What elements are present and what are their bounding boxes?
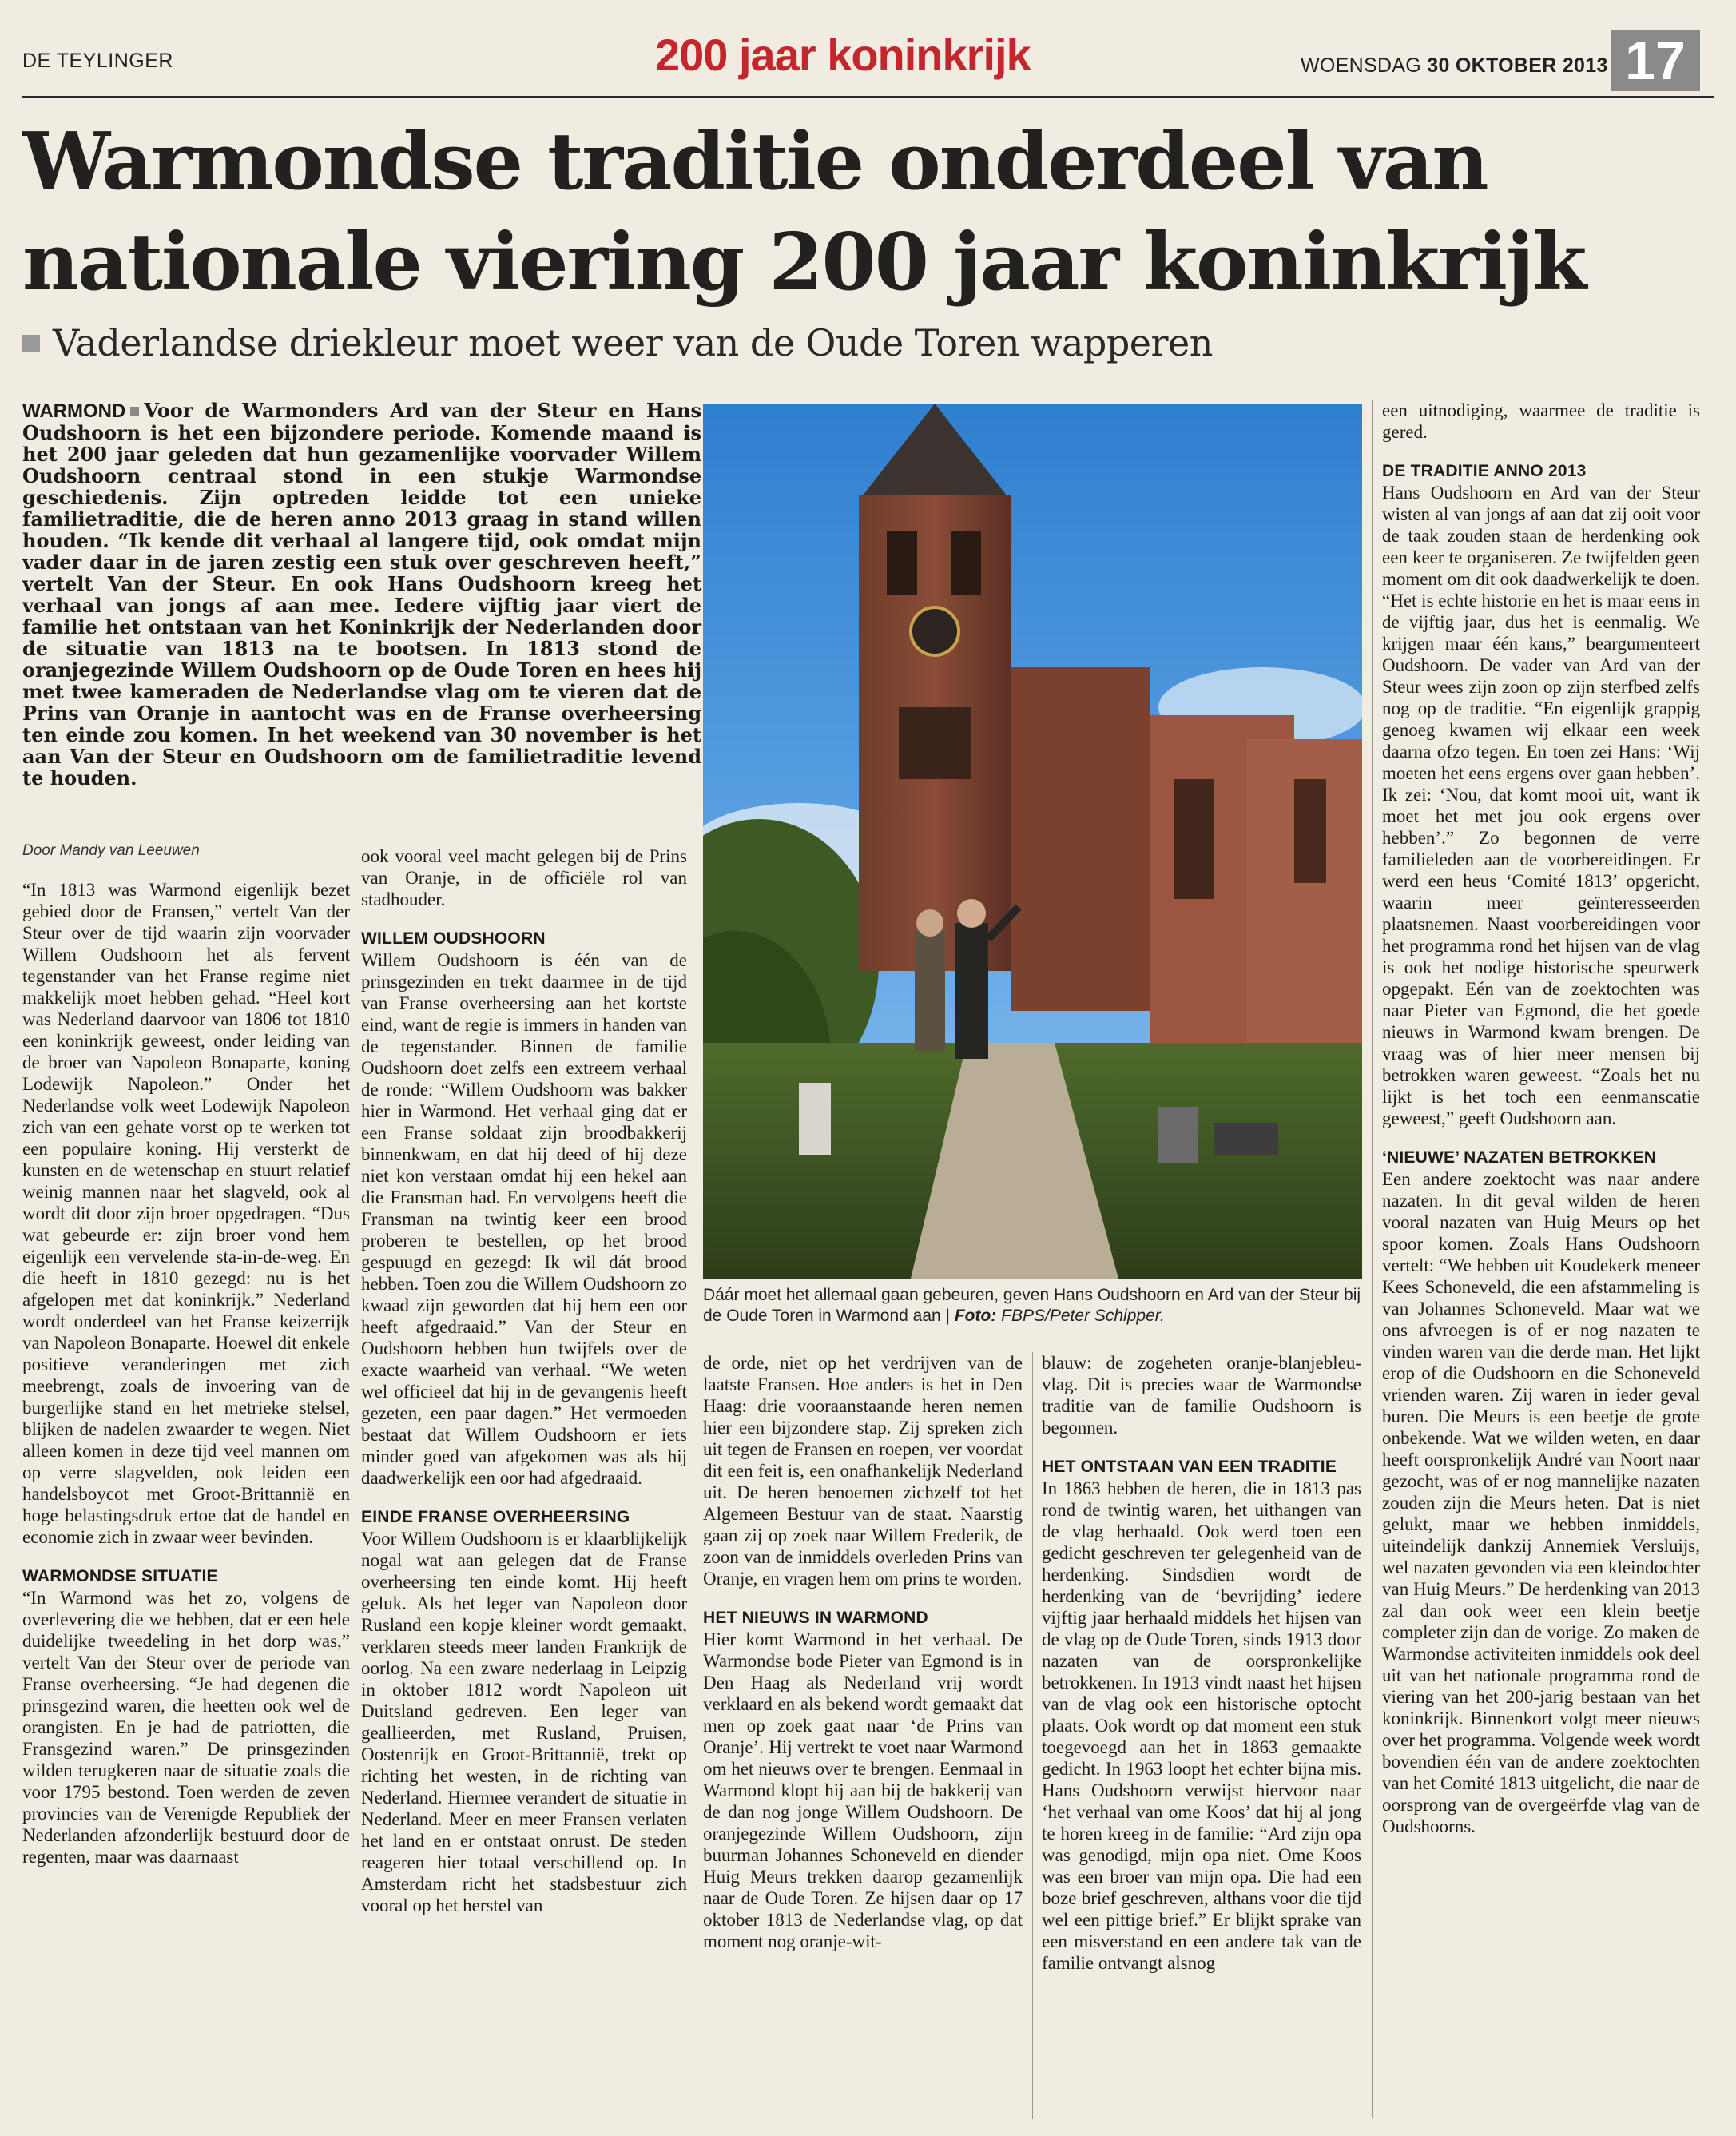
header-rule: [22, 96, 1714, 98]
subheadline: [22, 321, 1213, 364]
paragraph: In 1863 hebben de heren, die in 1813 pas rond de twintig waren, het uithangen van de vlag herhaald. Ook werd toen een gedicht geschreven ter gelegenheid van de herdenking. Sindsdien wordt de herdenking van de ‘bevrijding’ iedere vijftig jaar herhaald middels het hijsen van de vlag op de Oude Toren, sinds 1913 door nazaten van de oorspronkelijke betrokkenen. In 1913 vindt naast het hijsen van de vlag ook een historische optocht plaats. Ook wordt op dat moment een stuk toegevoegd aan het in 1863 gemaakte gedicht. In 1963 loopt het echter bijna mis. Hans Oudshoorn verwijst hiervoor naar ‘het verhaal van ome Koos’ dat hij al jong te horen kreeg in de familie: “Ard zijn opa was genodigd, mijn opa niet. Ome Koos was een broer van mijn opa. Die had een boze brief geschreven, althans voor die tijd wel een pittige brief.” Er blijkt sprake van een misverstand en een andere tak van de familie ontvangt alsnog: [1042, 1478, 1361, 1973]
photo-caption: [703, 1285, 1362, 1327]
intro-text: Voor de Warmonders Ard van der Steur en Hans Oudshoorn is het een bijzondere periode. Komende maand is het 200 jaar geleden dat hun gezamenlijke voorvader Willem Oudshoorn centraal stond in een stukje Warmondse geschiedenis. Zijn optreden leidde tot een unieke familietraditie, die de heren anno 2013 graag in stand willen houden. “Ik kende dit verhaal al langere tijd, ook omdat mijn vader daar in de jaren zestig een stuk over geschreven heeft,” vertelt Van der Steur. En ook Hans Oudshoorn kreeg het verhaal van jongs af aan mee. Iedere vijftig jaar viert de familie het ontstaan van het Koninkrijk der Nederlanden door de situatie van 1813 na te bootsen. In 1813 stond de oranjegezinde Willem Oudshoorn op de Oude Toren en hees hij met twee kameraden de Nederlandse vlag om te vieren dat de Prins van Oranje in aantocht was en de Franse overheersing ten einde zou komen. In het weekend van 30 november is het aan Van der Steur en Oudshoorn om de familietraditie levend te houden.: [22, 399, 701, 790]
headline-line-2: nationale viering 200 jaar koninkrijk: [22, 217, 1586, 308]
section-heading: DE TRADITIE ANNO 2013: [1382, 462, 1587, 480]
article-column-5: [1382, 400, 1700, 1837]
bullet-square-icon: [22, 335, 40, 352]
paragraph: Voor Willem Oudshoorn is er klaarblijkelijk nogal wat aan gelegen dat de Franse overheersing ten einde komt. Hij heeft geluk. Als het leger van Napoleon door Rusland een kopje kleiner wordt gemaakt, verklaren steeds meer landen Frankrijk de oorlog. Na een zware nederlaag in Leipzig in oktober 1812 wordt Napoleon uit Duitsland gedreven. Een leger van geallieerden, met Rusland, Pruisen, Oostenrijk en Groot-Brittannië, trekt op richting het westen, in de richting van Nederland. Hiermee verandert de situatie in Nederland. Meer en meer Fransen verlaten het land en er ontstaat onrust. De steden reageren hier totaal verschillend op. In Amsterdam richt het stadsbestuur zich vooral op het herstel van: [361, 1529, 687, 1915]
dateline-square-icon: [130, 407, 139, 416]
paragraph: Een andere zoektocht was naar andere nazaten. In dit geval wilden de heren vooral nazaten van Huig Meurs op het spoor komen. Zoals Hans Oudshoorn vertelt: “We hebben uit Koudekerk meneer Kees Schoneveld, die een afstammeling is van Johannes Schoneveld. Maar wat we ons afvroegen is of er nog nazaten te vinden waren van die derde man. Het lijkt erop of die Oudshoorn en die Schoneveld vrienden waren. Zij waren in ieder geval buren. Die Meurs is een beetje de grote onbekende. Wat we wilden weten, en daar heeft oorspronkelijk André van Noort naar gezocht, was of er nog mannelijke nazaten zouden zijn die Meurs heten. Dat is niet gelukt, maar we hebben inmiddels, uiteindelijk dankzij Annemiek Versluijs, wel nazaten gevonden via een kleindochter van Huig Meurs.” De herdenking van 2013 zal dan ook weer een klein beetje completer zijn dan de vorige. Zo maken de Warmondse activiteiten inmiddels ook deel uit van het nationale programma rond de viering van het 200-jarig bestaan van het koninkrijk. Binnenkort volgt meer nieuws over het programma. Volgende week wordt bovendien één van de andere zoektochten van het Comité 1813 uitgelicht, die naar de oorsprong van de overgeërfde vlag van de Oudshoorns.: [1382, 1169, 1700, 1836]
photo-credit: [955, 1307, 1165, 1325]
credit-label: Foto:: [954, 1307, 997, 1325]
article-column-3: [703, 1352, 1023, 1952]
section-heading: EINDE FRANSE OVERHEERSING: [361, 1508, 630, 1526]
paragraph: een uitnodiging, waarmee de traditie is gered.: [1382, 400, 1700, 442]
section-title: 200 jaar koninkrijk: [655, 30, 1031, 80]
paragraph: de orde, niet op het verdrijven van de laatste Fransen. Hoe anders is het in Den Haag: drie vooraanstaande heren nemen hier een bijzondere stap. Zij spreken zich uit tegen de Fransen en roepen, ver voordat dit een feit is, een onafhankelijk Nederland uit. De heren benoemen zichzelf tot het Algemeen Bestuur van de staat. Naarstig gaan zij op zoek naar Willem Frederik, de zoon van de inmiddels overleden Prins van Oranje, en vragen hem om prins te worden.: [703, 1353, 1023, 1589]
caption-text: Dáár moet het allemaal gaan gebeuren, geven Hans Oudshoorn en Ard van der Steur bij de Oude Toren in Warmond aan |: [703, 1286, 1361, 1325]
article-column-1: [22, 879, 350, 1868]
paragraph: ook vooral veel macht gelegen bij de Prins van Oranje, in de officiële rol van stadhouder.: [361, 846, 687, 909]
headline: [22, 112, 1700, 313]
credit-name: FBPS/Peter Schipper.: [1001, 1307, 1165, 1325]
issue-date-main: 30 OKTOBER 2013: [1427, 54, 1608, 77]
section-heading: HET ONTSTAAN VAN EEN TRADITIE: [1042, 1458, 1337, 1476]
article-column-2: [361, 845, 687, 1916]
section-heading: WARMONDSE SITUATIE: [22, 1567, 218, 1585]
subheadline-text: Vaderlandse driekleur moet weer van de Oude Toren wapperen: [53, 321, 1213, 364]
paragraph: Hans Oudshoorn en Ard van der Steur wisten al van jongs af aan dat zij ooit voor de taak zouden staan de herdenking ook een keer te organiseren. Ze twijfelden geen moment om dit ook daadwerkelijk te doen. “Het is echte historie en het is maar eens in de vijftig jaar, dus het is eenmalig. We krijgen maar één kans,” beargumenteert Oudshoorn. De vader van Ard van der Steur wees zijn zoon op zijn sterfbed zelfs nog op de traditie. “En eigenlijk grappig genoeg kwamen wij elkaar een week daarna ofzo tegen. En toen zei Hans: ‘Wij moeten het eens ergens over gaan hebben’. Ik zei: ‘Nou, dat komt mooi uit, want ik moet het met jou ook ergens over hebben’.” Zo begonnen de verre familieleden aan de voorbereidingen. Er werd een heus ‘Comité 1813’ opgericht, waarin meer geïnteresseerden plaatsnemen. Naast voorbereidingen voor het programma rond het hijsen van de vlag is ook het nodige historische speurwerk opgepakt. Eén van de zoektochten was naar Pieter van Egmond, die het goede nieuws in Warmond kwam brengen. De vraag was of hier meer mensen bij betrokken waren geweest. “Zoals het nu lijkt is het toch een eenmanscatie geweest,” geeft Oudshoorn aan.: [1382, 483, 1700, 1128]
article-column-4: [1042, 1352, 1361, 1974]
paragraph: blauw: de zogeheten oranje-blanjebleu-vlag. Dit is precies waar de Warmondse traditie van de familie Oudshoorn is begonnen.: [1042, 1353, 1361, 1438]
church-tower-photo: [703, 404, 1362, 1279]
headline-line-1: Warmondse traditie onderdeel van: [22, 116, 1488, 208]
paragraph: “In 1813 was Warmond eigenlijk bezet gebied door de Fransen,” vertelt Van der Steur over de tijd waarin zijn voorvader Willem Oudshoorn het als fervent tegenstander van het Franse regime niet makkelijk moet hebben gehad. “Heel kort was Nederland daarvoor van 1806 tot 1810 een koninkrijk geweest, onder leiding van de broer van Napoleon Bonaparte, koning Lodewijk Napoleon.” Onder het Nederlandse volk weet Lodewijk Napoleon zich van een gehate vorst op te werken tot een populaire koning. Hij versterkt de kunsten en de wetenschap en stuurt relatief weinig mannen naar het slagveld, ook al wordt dit door zijn broer opgedragen. “Dus wat gebeurde er: zijn broer vond hem eigenlijk een vervelende sta-in-de-weg. En die heeft in 1810 gezegd: nu is het afgelopen met dat koninkrijk.” Nederland wordt onderdeel van het Franse keizerrijk van Napoleon Bonaparte. Hoewel dit enkele positieve veranderingen met zich meebrengt, zoals de invoering van de burgerlijke stand en het metrieke stelsel, blijken de nadelen zwaarder te wegen. Niet alleen komen in deze tijd veel mannen om op verre slagvelden, ook leiden een handelsboycot met Groot-Brittannië en hoge belastingsdruk ertoe dat de handel en economie zich in zwaar weer bevinden.: [22, 880, 350, 1547]
paragraph: Hier komt Warmond in het verhaal. De Warmondse bode Pieter van Egmond is in Den Haag als Nederland vrij wordt verklaard en als bekend wordt gemaakt dat men op zoek gaat naar ‘de Prins van Oranje’. Hij vertrekt te voet naar Warmond om het nieuws over te brengen. Eenmaal in Warmond klopt hij aan bij de bakkerij van de dan nog jonge Willem Oudshoorn. De oranjegezinde Willem Oudshoorn, zijn buurman Johannes Schoneveld en diender Huig Meurs trekken daarop gezamenlijk naar de Oude Toren. Ze hijsen daar op 17 oktober 1813 de Nederlandse vlag, op dat moment nog oranje-wit-: [703, 1629, 1023, 1951]
paper-name: DE TEYLINGER: [22, 50, 173, 72]
page-number: 17: [1611, 30, 1700, 91]
column-rule: [1372, 400, 1373, 2118]
paragraph: Willem Oudshoorn is één van de prinsgezinden en trekt daarmee in de tijd van Franse overheersing aan het kortste eind, want de regie is immers in handen van de tegenstander. Binnen de familie Oudshoorn doet zelfs een extreem verhaal de ronde: “Willem Oudshoorn was bakker hier in Warmond. Het verhaal ging dat er een Franse soldaat zijn broodbakkerij binnenkwam, en dat hij deed of hij deze niet kon verstaan omdat hij een hekel aan die Fransman had. En vervolgens heeft die Fransman na twintig keer een brood proberen te bestellen, op het brood gespuugd en gezegd: Ik wil dát brood hebben. Toen zou die Willem Oudshoorn zo kwaad zijn geworden dat hij hem een oor heeft afgedraaid.” Van der Steur en Oudshoorn hebben hun twijfels over de exacte waarheid van verhaal. “We weten wel officieel dat hij in de gevangenis heeft gezeten, een paar dagen.” Het vermoeden bestaat dat Willem Oudshoorn er iets minder goed van afgekomen was als hij daadwerkelijk een oor had afgedraaid.: [361, 950, 687, 1488]
dateline-place: WARMOND: [22, 400, 126, 422]
issue-weekday: WOENSDAG: [1301, 54, 1422, 77]
section-heading: HET NIEUWS IN WARMOND: [703, 1609, 928, 1627]
section-heading: WILLEM OUDSHOORN: [361, 929, 546, 948]
column-rule: [1032, 1352, 1033, 2119]
section-heading: ‘NIEUWE’ NAZATEN BETROKKEN: [1382, 1148, 1657, 1167]
article-photo: [703, 404, 1362, 1279]
byline: Door Mandy van Leeuwen: [22, 842, 200, 859]
intro-paragraph: [22, 400, 701, 789]
paragraph: “In Warmond was het zo, volgens de overlevering die we hebben, dat er een hele duidelijke tweedeling in het dorp was,” vertelt Van der Steur over de periode van Franse overheersing. “Je had degenen die prinsgezind waren, die heetten ook wel de orangisten. En je had de patriotten, die Fransgezind waren.” De prinsgezinden wilden terugkeren naar de situatie zoals die voor 1795 bestond. Toen werden de zeven provincies van de Verenigde Republiek der Nederlanden afzonderlijk bestuurd door de regenten, maar was daarnaast: [22, 1588, 350, 1867]
issue-date: [1301, 54, 1608, 78]
